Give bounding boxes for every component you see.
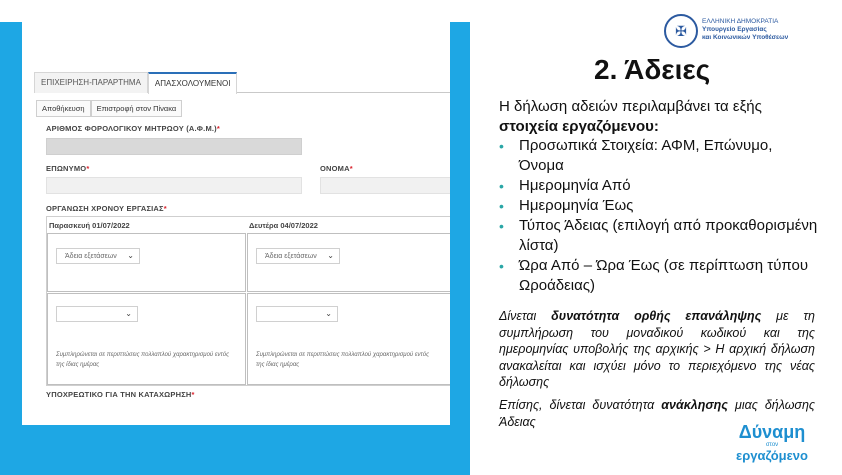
day2-leave-type-select[interactable]: Άδεια εξετάσεων ⌄ [256, 248, 340, 264]
list-item: • Ώρα Από – Ώρα Έως (σε περίπτωση τύπου Ωροάδειας) [499, 257, 809, 294]
afm-label: ΑΡΙΘΜΟΣ ΦΟΡΟΛΟΓΙΚΟΥ ΜΗΤΡΩΟΥ (Α.Φ.Μ.)* [46, 124, 220, 133]
work-time-label: ΟΡΓΑΝΩΣΗ ΧΡΟΝΟΥ ΕΡΓΑΣΙΑΣ* [46, 204, 167, 213]
top-white-strip [0, 0, 470, 22]
day2-leave-cell [247, 233, 450, 292]
day2-header: Δευτέρα 04/07/2022 [249, 221, 318, 230]
tab-company-branch[interactable]: ΕΠΙΧΕΙΡΗΣΗ-ΠΑΡΑΡΤΗΜΑ [34, 72, 148, 93]
brand-line-3: εργαζόμενο [736, 448, 808, 463]
bullet-icon: • [499, 218, 504, 234]
ministry-line-1: Υπουργείο Εργασίας [702, 26, 767, 33]
form-toolbar [36, 100, 182, 117]
chevron-down-icon: ⌄ [127, 251, 134, 260]
revoke-paragraph: Επίσης, δίνεται δυνατότητα ανάκλησης μιας δήλωσης Άδειας [499, 398, 815, 429]
bullet-icon: • [499, 198, 504, 214]
greek-emblem-icon: ✠ [664, 14, 698, 48]
intro-text [499, 97, 819, 137]
intro-bold: στοιχεία εργαζόμενου: [499, 118, 659, 135]
save-button[interactable]: Αποθήκευση [36, 100, 91, 117]
day1-extra-cell [47, 293, 246, 385]
repeat-paragraph: Δίνεται δυνατότητα ορθής επανάληψης με τη συμπλήρωση του μοναδικού κωδικού και της ημερομηνίας υποβολής της αρχικής > Η αρχική δήλωση ανακαλείται και ισχύει μόνο το περιεχόμενο της νέας δήλωσης [499, 309, 815, 389]
day1-hint: Συμπληρώνεται σε περιπτώσεις πολλαπλού χαρακτηρισμού εντός της ίδιας ημέρας [56, 352, 230, 368]
day2-extra-select[interactable] [256, 306, 338, 322]
slide-title: 2. Άδειες [594, 54, 711, 85]
brand-logo [724, 423, 820, 463]
brand-line-2: στον [765, 442, 779, 448]
chevron-down-icon: ⌄ [327, 251, 334, 260]
day1-header: Παρασκευή 01/07/2022 [49, 221, 130, 230]
list-item: • Ημερομηνία Έως [499, 197, 634, 214]
back-to-table-button[interactable]: Επιστροφή στον Πίνακα [91, 100, 183, 117]
bullet-icon: • [499, 138, 504, 154]
form-screenshot [22, 22, 450, 425]
surname-field[interactable] [46, 177, 302, 194]
afm-field[interactable] [46, 138, 302, 155]
bullet-icon: • [499, 258, 504, 274]
name-field[interactable] [320, 177, 450, 194]
chevron-down-icon: ⌄ [125, 309, 132, 318]
day1-extra-select[interactable] [56, 306, 138, 322]
ministry-logo-text [702, 18, 788, 42]
chevron-down-icon: ⌄ [325, 309, 332, 318]
day2-hint: Συμπληρώνεται σε περιπτώσεις πολλαπλού χαρακτηρισμού εντός της ίδιας ημέρας [256, 352, 430, 368]
form-tabs [34, 72, 450, 93]
day1-leave-cell [47, 233, 246, 292]
bullet-icon: • [499, 178, 504, 194]
list-item: • Τύπος Άδειας (επιλογή από προκαθορισμένη λίστα) [499, 217, 818, 254]
day2-extra-cell [247, 293, 450, 385]
surname-label: ΕΠΩΝΥΜΟ* [46, 164, 90, 173]
intro-plain: Η δήλωση αδειών περιλαμβάνει τα εξής [499, 98, 762, 115]
list-item: • Προσωπικά Στοιχεία: ΑΦΜ, Επώνυμο, Όνομα [499, 137, 773, 174]
list-item: • Ημερομηνία Από [499, 177, 631, 194]
ministry-line-0: ΕΛΛΗΝΙΚΗ ΔΗΜΟΚΡΑΤΙΑ [702, 18, 779, 25]
ministry-line-2: και Κοινωνικών Υποθέσεων [702, 34, 789, 41]
tab-employees[interactable]: ΑΠΑΣΧΟΛΟΥΜΕΝΟΙ [148, 72, 238, 94]
brand-line-1: Δύναμη [738, 422, 806, 442]
fields-list [499, 136, 819, 296]
mandatory-label: ΥΠΟΧΡΕΩΤΙΚΟ ΓΙΑ ΤΗΝ ΚΑΤΑΧΩΡΗΣΗ* [46, 390, 195, 399]
day1-leave-type-select[interactable]: Άδεια εξετάσεων ⌄ [56, 248, 140, 264]
schedule-grid [46, 216, 450, 386]
name-label: ΟΝΟΜΑ* [320, 164, 353, 173]
